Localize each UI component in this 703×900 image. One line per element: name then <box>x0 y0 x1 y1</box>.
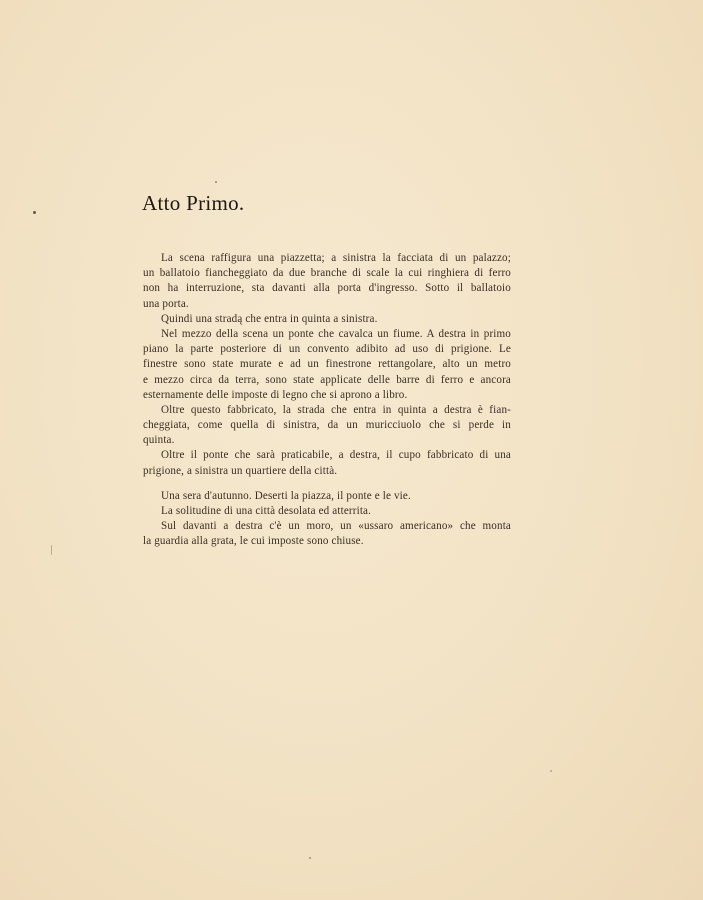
paper-speck <box>550 770 552 772</box>
text-line: prigione, a sinistra un quartiere della città. <box>143 464 338 477</box>
text-line: una porta. <box>143 297 189 310</box>
paper-speck <box>51 545 52 555</box>
text-line: La scena raffigura una piazzetta; a sinistra la facciata di un palazzo; <box>161 252 511 264</box>
text-line: esternamente delle imposte di legno che si aprono a libro. <box>143 388 408 401</box>
text-line: Una sera d'autunno. Deserti la piazza, il ponte e le vie. <box>161 489 411 502</box>
text-line: quinta. <box>143 434 175 447</box>
text-line: Oltre questo fabbricato, la strada che entra in quinta a destra è fian- <box>161 403 511 416</box>
act-title: Atto Primo. <box>142 191 245 215</box>
text-line: Quindi una stradą che entra in quinta a sinistra. <box>161 312 378 325</box>
text-line: e mezzo circa da terra, sono state applicate delle barre di ferro e ancora <box>143 373 511 386</box>
text-line: Oltre il ponte che sarà praticabile, a destra, il cupo fabbricato di una <box>161 449 511 462</box>
paragraph-gap <box>143 479 511 489</box>
text-line: un ballatoio fiancheggiato da due branche di scale la cui ringhiera di ferro <box>143 267 511 280</box>
paper-speck <box>33 211 36 214</box>
text-line: Nel mezzo della scena un ponte che cavalca un fiume. A destra in primo <box>161 327 511 340</box>
paper-speck <box>309 857 311 859</box>
text-line: finestre sono state murate e ad un finestrone rettangolare, alto un metro <box>143 358 511 371</box>
stage-directions <box>143 251 511 550</box>
text-line: La solitudine di una città desolata ed atterrita. <box>161 505 372 517</box>
text-line: cheggiata, come quella di sinistra, da un muricciuolo che si perde in <box>143 419 511 432</box>
text-line: la guardia alla grata, le cui imposte sono chiuse. <box>143 535 364 548</box>
text-line: Sul davanti a destra c'è un moro, un «ussaro americano» che monta <box>161 520 511 533</box>
paper-speck <box>215 181 217 183</box>
text-line: piano la parte posteriore di un convento adibito ad uso di prigione. Le <box>143 343 511 356</box>
text-line: non ha interruzione, sta davanti alla porta d'ingresso. Sotto il ballatoio <box>143 282 511 295</box>
